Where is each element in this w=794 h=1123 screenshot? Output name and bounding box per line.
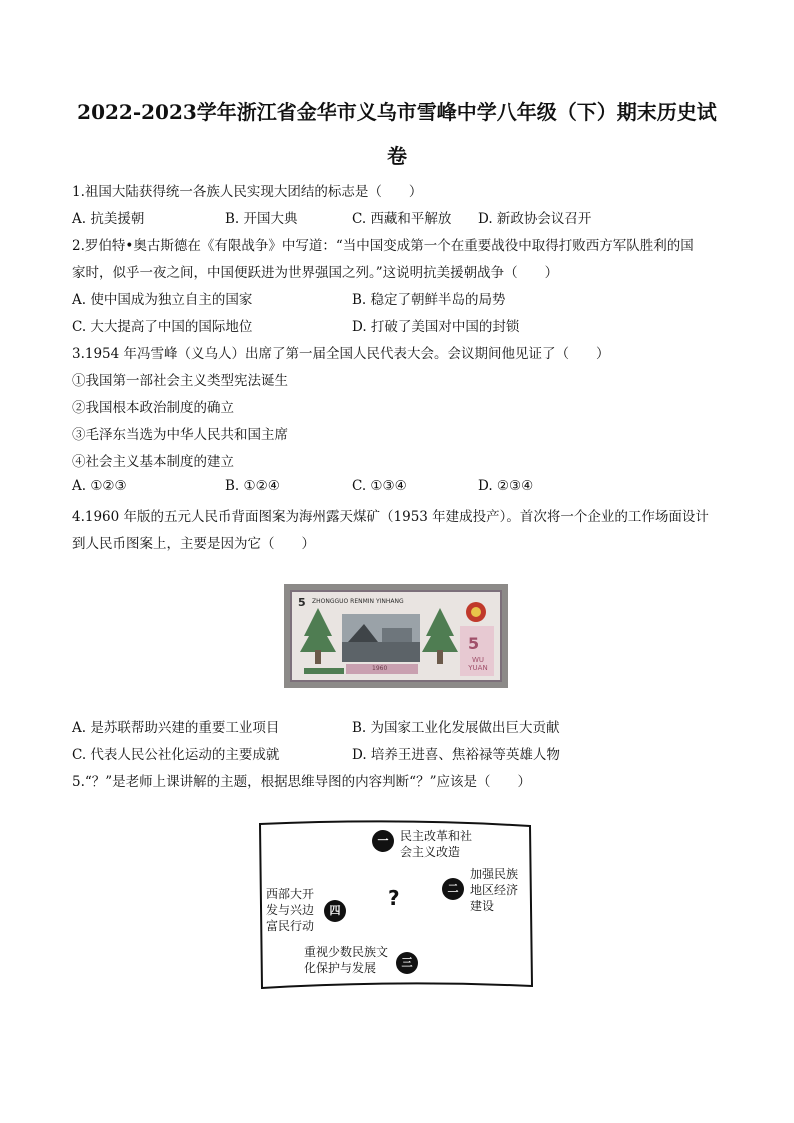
node-2-label-line-2: 地区经济	[470, 883, 519, 897]
node-2-label-line-3: 建设	[470, 899, 495, 913]
q4-stem-line-1: 4.1960 年版的五元人民币背面图案为海州露天煤矿（1953 年建成投产）。首次将一个企业的工作场面设计	[72, 509, 709, 525]
node-2-number: 二	[442, 878, 464, 900]
node-1-label-line-1: 民主改革和社	[400, 829, 473, 843]
node-2-label-line-1: 加强民族	[470, 867, 519, 881]
q1-option-b: B. 开国大典	[225, 211, 298, 227]
node-1-label	[400, 828, 472, 860]
q3-option-c: C. ①③④	[352, 478, 407, 494]
q4-option-d: D. 培养王进喜、焦裕禄等英雄人物	[352, 747, 560, 763]
mind-map-center: ?	[388, 886, 400, 910]
node-3-label-line-2: 化保护与发展	[304, 961, 377, 975]
node-2-label	[470, 866, 518, 914]
q3-option-a: A. ①②③	[72, 478, 127, 494]
banknote-bottom-text: WU YUAN	[468, 656, 488, 672]
node-3-number: 三	[396, 952, 418, 974]
q2-stem-line-1: 2.罗伯特•奥古斯德在《有限战争》中写道：“当中国变成第一个在重要战役中取得打败西方军队胜利的国	[72, 238, 694, 254]
node-4-label-line-2: 发与兴边	[266, 903, 315, 917]
node-4-label-line-3: 富民行动	[266, 919, 315, 933]
q3-item-1: ①我国第一部社会主义类型宪法诞生	[72, 373, 288, 389]
q2-option-d: D. 打破了美国对中国的封锁	[352, 319, 520, 335]
q2-stem-line-2: 家时，似乎一夜之间，中国便跃进为世界强国之列。”这说明抗美援朝战争（ ）	[72, 265, 559, 281]
q2-option-c: C. 大大提高了中国的国际地位	[72, 319, 253, 335]
title-line-2: 卷	[387, 144, 407, 168]
node-3-label	[304, 944, 388, 976]
q3-option-d: D. ②③④	[478, 478, 534, 494]
node-3-label-line-1: 重视少数民族文	[304, 945, 389, 959]
q1-option-c: C. 西藏和平解放	[352, 211, 452, 227]
q2-option-b: B. 稳定了朝鲜半岛的局势	[352, 292, 506, 308]
node-4-label	[266, 886, 314, 934]
node-4-label-line-1: 西部大开	[266, 887, 315, 901]
banknote-year: 1960	[372, 665, 388, 672]
node-1-label-line-2: 会主义改造	[400, 845, 461, 859]
q1-stem: 1.祖国大陆获得统一各族人民实现大团结的标志是（ ）	[72, 184, 423, 200]
q1-option-d: D. 新政协会议召开	[478, 211, 592, 227]
q3-item-2: ②我国根本政治制度的确立	[72, 400, 234, 416]
q4-option-b: B. 为国家工业化发展做出巨大贡献	[352, 720, 560, 736]
q2-option-a: A. 使中国成为独立自主的国家	[72, 292, 253, 308]
banknote-denomination-left: 5	[298, 596, 306, 609]
page-title	[60, 90, 734, 178]
q3-stem: 3.1954 年冯雪峰（义乌人）出席了第一届全国人民代表大会。会议期间他见证了（ ）	[72, 346, 610, 362]
banknote-face	[290, 590, 502, 682]
q3-option-b: B. ①②④	[225, 478, 280, 494]
mind-map	[258, 820, 534, 990]
banknote-top-text: ZHONGGUO RENMIN YINHANG	[312, 598, 404, 605]
q4-option-a: A. 是苏联帮助兴建的重要工业项目	[72, 720, 280, 736]
title-line-1: 2022-2023学年浙江省金华市义乌市雪峰中学八年级（下）期末历史试	[77, 100, 717, 124]
q5-stem: 5.“？”是老师上课讲解的主题，根据思维导图的内容判断“？”应该是（ ）	[72, 774, 531, 790]
q4-option-c: C. 代表人民公社化运动的主要成就	[72, 747, 280, 763]
q3-item-4: ④社会主义基本制度的建立	[72, 454, 234, 470]
q3-item-3: ③毛泽东当选为中华人民共和国主席	[72, 427, 288, 443]
banknote-image	[284, 584, 508, 688]
banknote-denomination-right: 5	[468, 634, 480, 653]
node-1-number: 一	[372, 830, 394, 852]
node-4-number: 四	[324, 900, 346, 922]
q4-stem-line-2: 到人民币图案上，主要是因为它（ ）	[72, 536, 315, 552]
q1-option-a: A. 抗美援朝	[72, 211, 145, 227]
